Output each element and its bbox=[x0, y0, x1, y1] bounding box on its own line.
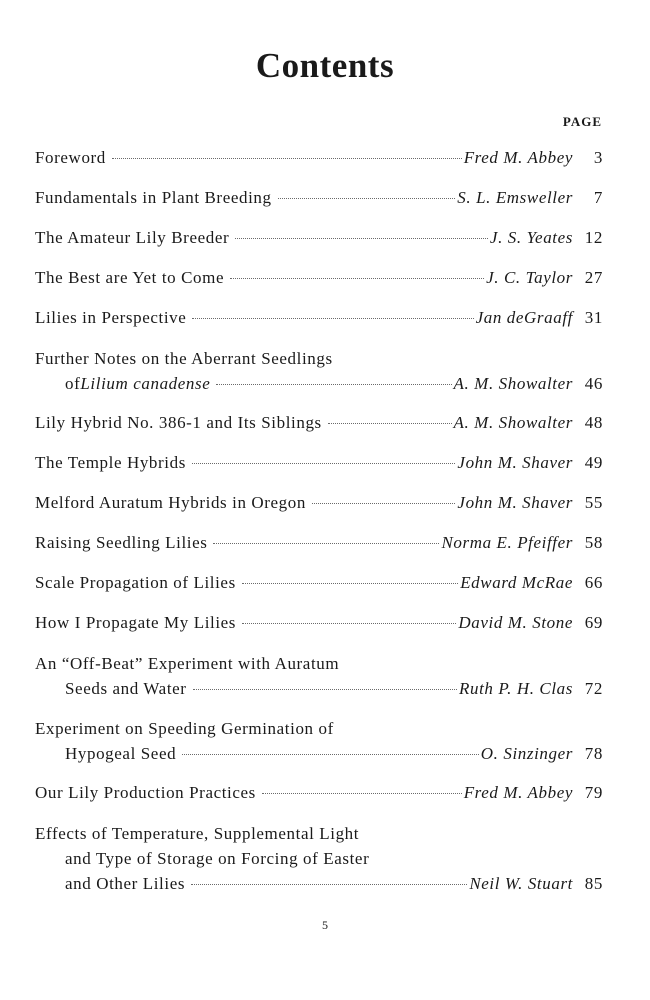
dot-leader bbox=[312, 502, 455, 504]
toc-entry-page: 69 bbox=[584, 613, 603, 632]
toc-entry bbox=[35, 780, 603, 820]
dot-leader bbox=[182, 753, 479, 755]
toc-entry-author: Fred M. Abbey bbox=[463, 148, 573, 167]
toc-entry-title: and Type of Storage on Forcing of Easter bbox=[65, 849, 370, 868]
toc-entry-title: Scale Propagation of Lilies bbox=[35, 573, 236, 592]
toc-entry bbox=[35, 346, 603, 410]
toc-entry-line bbox=[35, 225, 603, 250]
toc-entry bbox=[35, 610, 603, 650]
toc-entry-page: 3 bbox=[593, 148, 603, 167]
dot-leader bbox=[278, 197, 456, 199]
toc-entry-author: Edward McRae bbox=[460, 573, 573, 592]
toc-entry-author: John M. Shaver bbox=[457, 493, 573, 512]
toc-entry bbox=[35, 185, 603, 225]
toc-entry-title: The Best are Yet to Come bbox=[35, 268, 225, 287]
dot-leader bbox=[192, 462, 455, 464]
toc-entry-page: 58 bbox=[584, 533, 603, 552]
page-title: Contents bbox=[255, 46, 395, 85]
toc-entry-line bbox=[35, 821, 603, 846]
toc-entry-title: Lilies in Perspective bbox=[35, 308, 187, 327]
toc-entry-title: Effects of Temperature, Supplemental Light bbox=[35, 824, 360, 843]
toc-entry-author: O. Sinzinger bbox=[480, 744, 573, 763]
dot-leader bbox=[112, 157, 462, 159]
toc-entry-line bbox=[35, 780, 603, 805]
toc-entry-author: Ruth P. H. Clas bbox=[458, 679, 573, 698]
toc-entry bbox=[35, 305, 603, 345]
toc-entry-title: Foreword bbox=[35, 148, 106, 167]
toc-entry-page: 27 bbox=[584, 268, 603, 287]
toc-entry-line bbox=[35, 530, 603, 555]
toc-entry-author: J. C. Taylor bbox=[486, 268, 573, 287]
toc-entry-title: Fundamentals in Plant Breeding bbox=[35, 188, 272, 207]
toc-entry-author: A. M. Showalter bbox=[453, 374, 573, 393]
dot-leader bbox=[235, 237, 488, 239]
dot-leader bbox=[230, 277, 484, 279]
toc-entry-page: 31 bbox=[584, 308, 603, 327]
toc-entry-line bbox=[35, 651, 603, 676]
toc-entry-line bbox=[35, 570, 603, 595]
dot-leader bbox=[242, 622, 456, 624]
toc-entry-line bbox=[35, 716, 603, 741]
toc-entry-line bbox=[35, 145, 603, 170]
dot-leader bbox=[216, 383, 451, 385]
toc-entry-page: 55 bbox=[584, 493, 603, 512]
dot-leader bbox=[242, 582, 458, 584]
dot-leader bbox=[191, 883, 467, 885]
toc-entry-line bbox=[35, 185, 603, 210]
page-column-header: PAGE bbox=[562, 114, 602, 129]
toc-entry-line bbox=[35, 871, 603, 896]
toc-entry-line bbox=[35, 676, 603, 701]
toc-entry-line bbox=[35, 346, 603, 371]
page-number: 5 bbox=[322, 918, 328, 932]
toc-entry-line bbox=[35, 371, 603, 396]
toc-entry-title: How I Propagate My Lilies bbox=[35, 613, 237, 632]
toc-entry-line bbox=[35, 265, 603, 290]
toc-entry-line bbox=[35, 846, 603, 871]
toc-entry-page: 85 bbox=[584, 874, 603, 893]
toc-entry-page: 79 bbox=[584, 783, 603, 802]
toc-entry-page: 48 bbox=[584, 413, 603, 432]
toc-entry-author: John M. Shaver bbox=[457, 453, 573, 472]
toc-entry-title: Melford Auratum Hybrids in Oregon bbox=[35, 493, 306, 512]
toc-entry-line bbox=[35, 741, 603, 766]
toc-entry-line bbox=[35, 305, 603, 330]
toc-entry bbox=[35, 821, 603, 911]
toc-entry-line bbox=[35, 450, 603, 475]
toc-entry bbox=[35, 530, 603, 570]
toc-entry bbox=[35, 490, 603, 530]
dot-leader bbox=[328, 422, 452, 424]
toc-entry-title: of bbox=[65, 374, 81, 393]
toc-entry bbox=[35, 225, 603, 265]
toc-entry-author: J. S. Yeates bbox=[489, 228, 573, 247]
dot-leader bbox=[193, 688, 457, 690]
toc-entry-title: Lily Hybrid No. 386-1 and Its Siblings bbox=[35, 413, 322, 432]
toc-entry-title: Experiment on Speeding Germination of bbox=[35, 719, 334, 738]
dot-leader bbox=[213, 542, 439, 544]
toc-entry-line bbox=[35, 410, 603, 435]
toc-entry-page: 66 bbox=[584, 573, 603, 592]
toc-entry-page: 12 bbox=[584, 228, 603, 247]
toc-entry-page: 49 bbox=[584, 453, 603, 472]
toc-entry-page: 7 bbox=[593, 188, 603, 207]
toc-entry-title-italic: Lilium canadense bbox=[80, 374, 211, 393]
toc-entry-title: Seeds and Water bbox=[65, 679, 187, 698]
toc-entry bbox=[35, 716, 603, 780]
toc-entry bbox=[35, 450, 603, 490]
toc-entry-title: The Amateur Lily Breeder bbox=[35, 228, 230, 247]
toc-entry-title: Our Lily Production Practices bbox=[35, 783, 256, 802]
toc-entry-title: Further Notes on the Aberrant Seedlings bbox=[35, 349, 333, 368]
toc-entry-page: 72 bbox=[584, 679, 603, 698]
toc-entry-line bbox=[35, 490, 603, 515]
table-of-contents bbox=[35, 145, 603, 911]
toc-entry-title: The Temple Hybrids bbox=[35, 453, 186, 472]
toc-entry-page: 46 bbox=[584, 374, 603, 393]
toc-entry bbox=[35, 570, 603, 610]
toc-entry bbox=[35, 265, 603, 305]
toc-entry-title: Hypogeal Seed bbox=[65, 744, 177, 763]
toc-entry-page: 78 bbox=[584, 744, 603, 763]
dot-leader bbox=[192, 317, 473, 319]
toc-entry-title: An “Off-Beat” Experiment with Auratum bbox=[35, 654, 340, 673]
toc-entry bbox=[35, 651, 603, 715]
toc-entry bbox=[35, 145, 603, 185]
toc-entry-author: S. L. Emsweller bbox=[457, 188, 573, 207]
toc-entry bbox=[35, 410, 603, 450]
dot-leader bbox=[262, 792, 462, 794]
toc-entry-author: David M. Stone bbox=[458, 613, 573, 632]
toc-entry-author: Norma E. Pfeiffer bbox=[441, 533, 573, 552]
toc-entry-author: Fred M. Abbey bbox=[463, 783, 573, 802]
toc-entry-line bbox=[35, 610, 603, 635]
toc-entry-title: and Other Lilies bbox=[65, 874, 186, 893]
toc-entry-title: Raising Seedling Lilies bbox=[35, 533, 208, 552]
toc-entry-author: Jan deGraaff bbox=[475, 308, 573, 327]
toc-entry-author: Neil W. Stuart bbox=[469, 874, 573, 893]
toc-entry-author: A. M. Showalter bbox=[453, 413, 573, 432]
